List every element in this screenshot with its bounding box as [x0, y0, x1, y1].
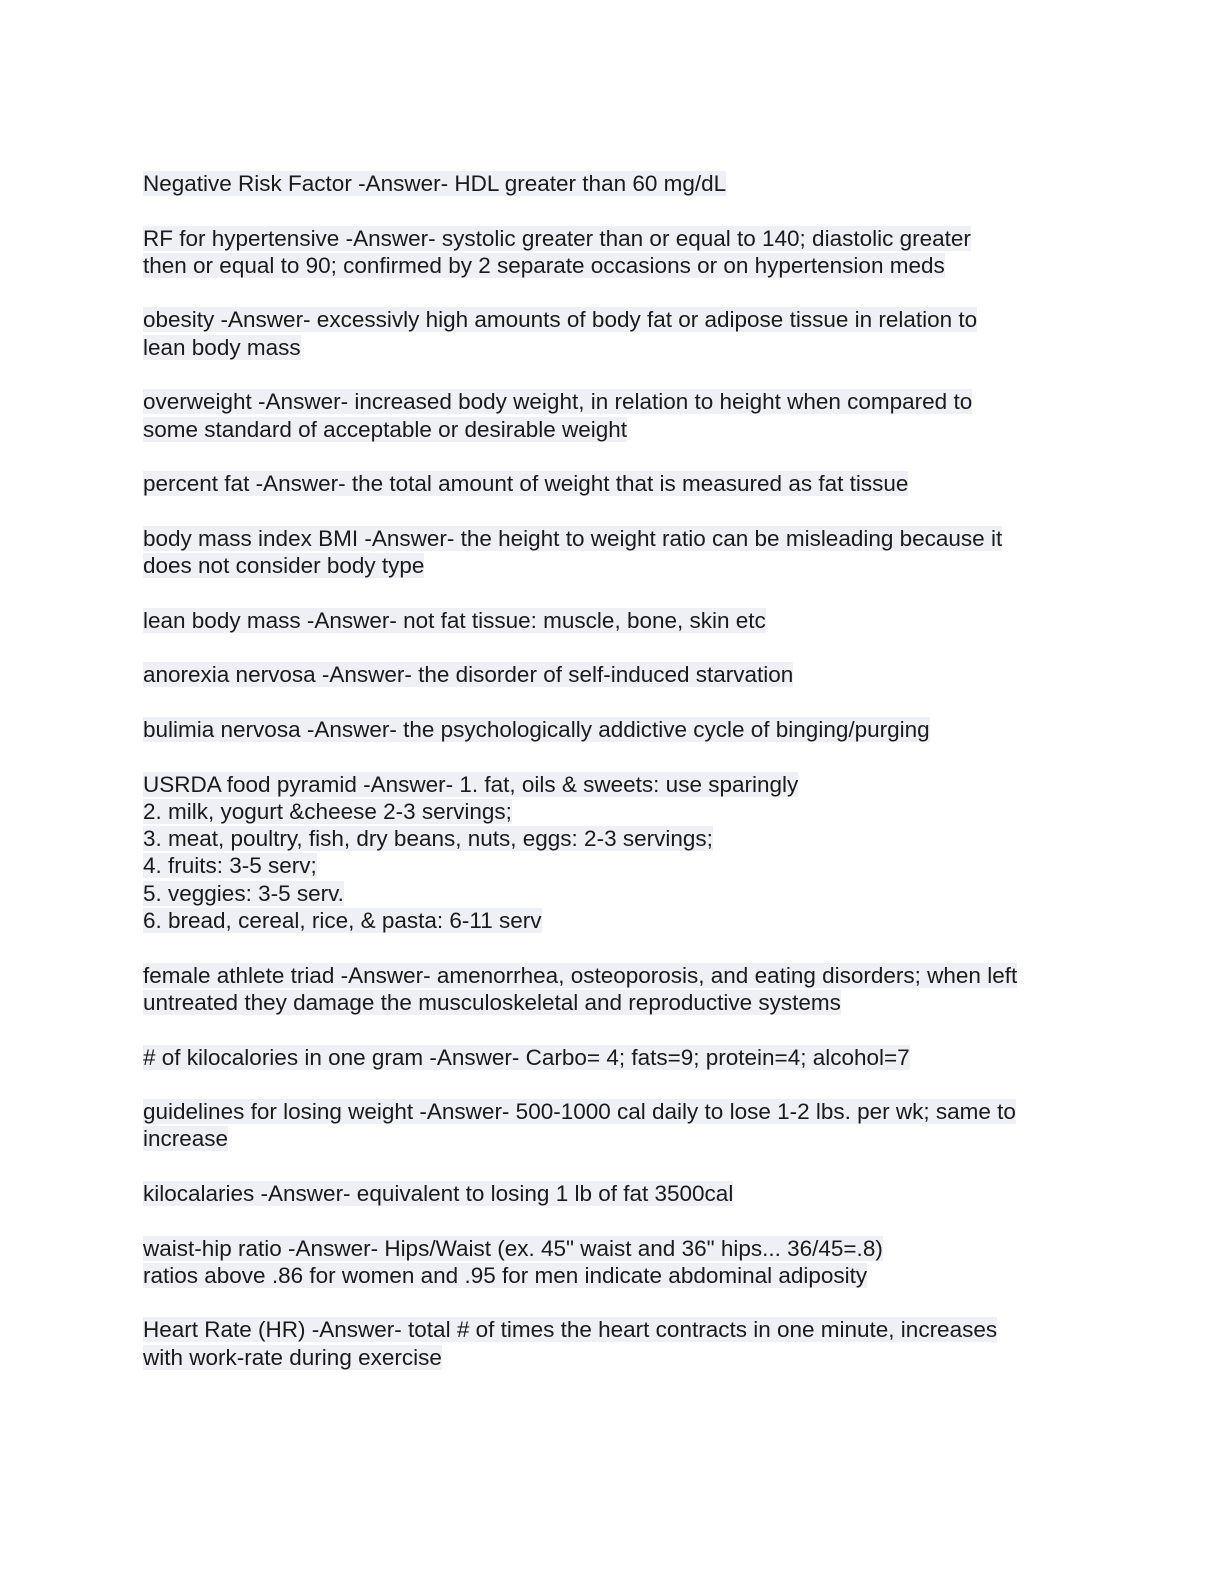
entry-line-text: 3. meat, poultry, fish, dry beans, nuts, eggs: 2-3 servings;: [143, 826, 713, 852]
entry-line-text: overweight -Answer- increased body weight, in relation to height when compared to: [143, 389, 973, 415]
flashcard-entry: [143, 525, 1083, 580]
entry-line: [143, 1316, 1083, 1343]
entry-line: [143, 661, 1083, 688]
entry-line-text: RF for hypertensive -Answer- systolic greater than or equal to 140; diastolic greater: [143, 225, 971, 251]
flashcard-entry: [143, 388, 1083, 443]
entry-line-text: lean body mass -Answer- not fat tissue: muscle, bone, skin etc: [143, 607, 766, 633]
entry-line-text: waist-hip ratio -Answer- Hips/Waist (ex. 45" waist and 36" hips... 36/45=.8): [143, 1235, 883, 1261]
entry-line-text: 5. veggies: 3-5 serv.: [143, 880, 344, 906]
entry-line-text: does not consider body type: [143, 553, 425, 579]
entry-line: [143, 962, 1083, 989]
entry-line-text: body mass index BMI -Answer- the height to weight ratio can be misleading because it: [143, 525, 1003, 551]
entry-line-text: # of kilocalories in one gram -Answer- Carbo= 4; fats=9; protein=4; alcohol=7: [143, 1044, 910, 1070]
flashcard-entry: [143, 1180, 1083, 1207]
flashcard-entry: [143, 661, 1083, 688]
entry-line-text: obesity -Answer- excessivly high amounts of body fat or adipose tissue in relation to: [143, 307, 978, 333]
entry-line-text: with work-rate during exercise: [143, 1344, 442, 1370]
entry-line-text: then or equal to 90; confirmed by 2 separate occasions or on hypertension meds: [143, 252, 945, 278]
entry-line: [143, 1098, 1083, 1125]
flashcard-entry: [143, 771, 1083, 935]
flashcard-entry: [143, 306, 1083, 361]
entry-line: [143, 1344, 1083, 1371]
entry-line: [143, 880, 1083, 907]
entry-line: [143, 170, 1083, 197]
entry-line-text: kilocalaries -Answer- equivalent to losing 1 lb of fat 3500cal: [143, 1180, 734, 1206]
entry-line-text: ratios above .86 for women and .95 for men indicate abdominal adiposity: [143, 1262, 868, 1288]
entry-line-text: some standard of acceptable or desirable weight: [143, 416, 628, 442]
entry-line: [143, 798, 1083, 825]
entry-line: [143, 1125, 1083, 1152]
flashcard-entry: [143, 962, 1083, 1017]
entry-line-text: 4. fruits: 3-5 serv;: [143, 853, 317, 879]
entry-line: [143, 1180, 1083, 1207]
entry-line-text: 2. milk, yogurt &cheese 2-3 servings;: [143, 798, 512, 824]
entry-line-text: anorexia nervosa -Answer- the disorder of self-induced starvation: [143, 662, 794, 688]
entry-line: [143, 716, 1083, 743]
entry-line: [143, 525, 1083, 552]
entry-line-text: 6. bread, cereal, rice, & pasta: 6-11 serv: [143, 908, 542, 934]
flashcard-entry: [143, 225, 1083, 280]
entry-line-text: lean body mass: [143, 334, 301, 360]
entry-line-text: increase: [143, 1126, 229, 1152]
entry-line: [143, 306, 1083, 333]
flashcard-entry: [143, 1316, 1083, 1371]
flashcard-entry: [143, 1044, 1083, 1071]
entry-line-text: untreated they damage the musculoskeletal and reproductive systems: [143, 989, 841, 1015]
entry-line: [143, 334, 1083, 361]
entry-line: [143, 607, 1083, 634]
entry-line: [143, 252, 1083, 279]
entry-line-text: percent fat -Answer- the total amount of weight that is measured as fat tissue: [143, 471, 909, 497]
entry-line-text: Heart Rate (HR) -Answer- total # of times the heart contracts in one minute, increases: [143, 1317, 998, 1343]
entry-line-text: bulimia nervosa -Answer- the psychologically addictive cycle of binging/purging: [143, 716, 930, 742]
entry-line: [143, 907, 1083, 934]
entry-line-text: guidelines for losing weight -Answer- 500-1000 cal daily to lose 1-2 lbs. per wk; same to: [143, 1099, 1016, 1125]
entry-line: [143, 1235, 1083, 1262]
entry-line: [143, 852, 1083, 879]
entry-line-text: Negative Risk Factor -Answer- HDL greater than 60 mg/dL: [143, 171, 727, 196]
flashcard-entry: [143, 716, 1083, 743]
flashcard-entry: [143, 1235, 1083, 1290]
entry-line: [143, 388, 1083, 415]
flashcard-entry: [143, 170, 1083, 197]
entry-line: [143, 552, 1083, 579]
entry-line-text: female athlete triad -Answer- amenorrhea, osteoporosis, and eating disorders; when left: [143, 962, 1018, 988]
entry-line: [143, 1044, 1083, 1071]
entry-line: [143, 225, 1083, 252]
entry-line: [143, 771, 1083, 798]
flashcard-list: [143, 170, 1083, 1398]
flashcard-entry: [143, 470, 1083, 497]
entry-line: [143, 416, 1083, 443]
entry-line: [143, 1262, 1083, 1289]
entry-line: [143, 825, 1083, 852]
flashcard-entry: [143, 607, 1083, 634]
entry-line: [143, 989, 1083, 1016]
flashcard-entry: [143, 1098, 1083, 1153]
entry-line-text: USRDA food pyramid -Answer- 1. fat, oils & sweets: use sparingly: [143, 771, 799, 797]
entry-line: [143, 470, 1083, 497]
